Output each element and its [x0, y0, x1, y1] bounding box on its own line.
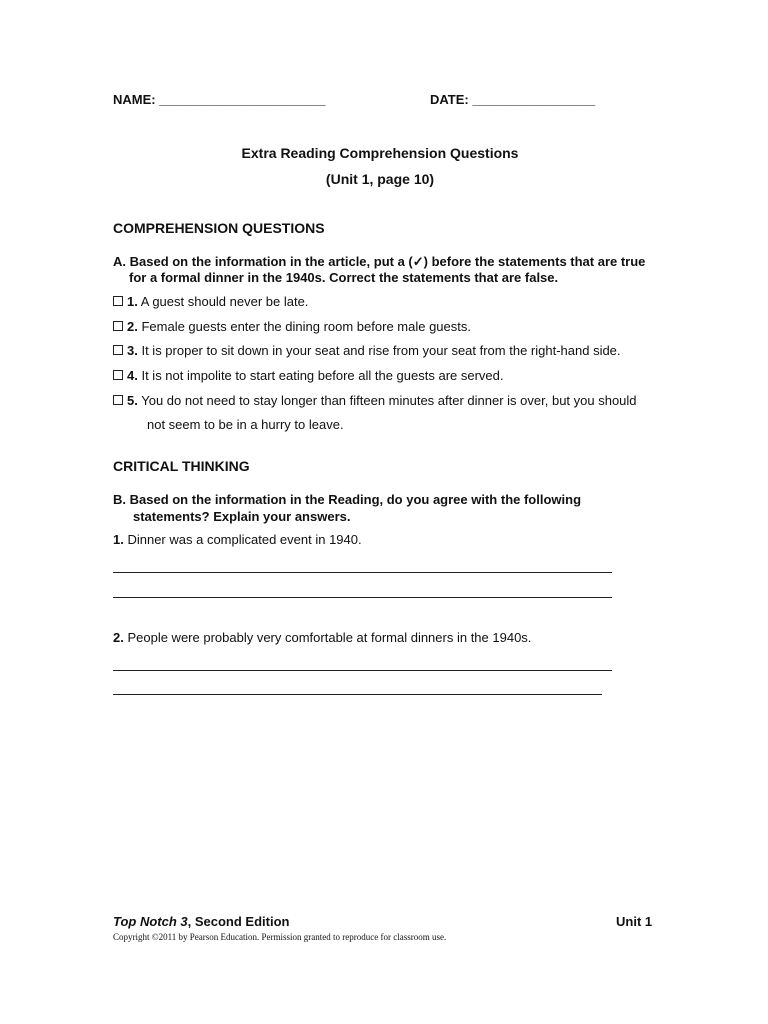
- instruction-b-line1: B. Based on the information in the Reading, do you agree with the following: [113, 492, 582, 507]
- comprehension-heading: COMPREHENSION QUESTIONS: [113, 220, 325, 236]
- answer-line[interactable]: [113, 670, 612, 671]
- date-field-label: DATE: _________________: [430, 92, 596, 107]
- question-1: 1. Dinner was a complicated event in 1940.: [113, 532, 362, 547]
- copyright-notice: Copyright ©2011 by Pearson Education. Permission granted to reproduce for classroom use.: [113, 932, 447, 942]
- list-item: 1. A guest should never be late.: [113, 294, 308, 309]
- critical-thinking-heading: CRITICAL THINKING: [113, 458, 250, 474]
- worksheet-title: Extra Reading Comprehension Questions: [241, 145, 519, 161]
- footer-book-title: Top Notch 3, Second Edition: [113, 914, 290, 929]
- answer-line[interactable]: [113, 694, 602, 695]
- checkbox-icon[interactable]: [113, 345, 123, 355]
- answer-line[interactable]: [113, 597, 612, 598]
- answer-line[interactable]: [113, 572, 612, 573]
- footer-unit: Unit 1: [616, 914, 653, 929]
- list-item: 5. You do not need to stay longer than fifteen minutes after dinner is over, but you should: [113, 393, 637, 408]
- list-item: 4. It is not impolite to start eating before all the guests are served.: [113, 368, 504, 383]
- list-item-continuation: not seem to be in a hurry to leave.: [147, 417, 344, 432]
- checkbox-icon[interactable]: [113, 321, 123, 331]
- instruction-b-line2: statements? Explain your answers.: [133, 509, 351, 524]
- worksheet-subtitle: (Unit 1, page 10): [325, 171, 435, 187]
- question-2: 2. People were probably very comfortable at formal dinners in the 1940s.: [113, 630, 532, 645]
- checkbox-icon[interactable]: [113, 296, 123, 306]
- list-item: 2. Female guests enter the dining room before male guests.: [113, 319, 471, 334]
- instruction-a-line1: A. Based on the information in the article, put a (✓) before the statements that are true: [113, 254, 646, 269]
- list-item: 3. It is proper to sit down in your seat and rise from your seat from the right-hand side.: [113, 343, 621, 358]
- checkbox-icon[interactable]: [113, 395, 123, 405]
- name-field-label: NAME: _______________________: [113, 92, 326, 107]
- checkbox-icon[interactable]: [113, 370, 123, 380]
- instruction-a-line2: for a formal dinner in the 1940s. Correct the statements that are false.: [129, 270, 559, 285]
